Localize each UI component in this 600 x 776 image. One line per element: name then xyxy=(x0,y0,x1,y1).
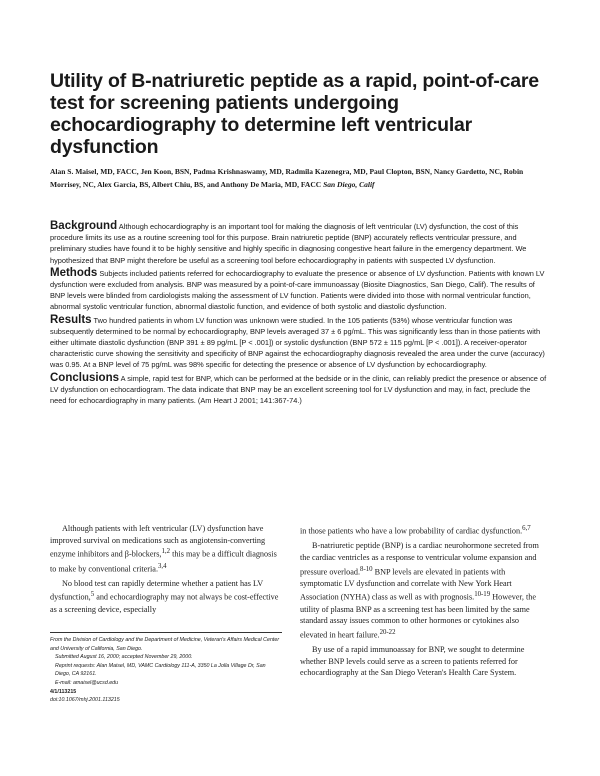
body-column-right xyxy=(300,523,548,679)
author-location: San Diego, Calif xyxy=(323,179,375,189)
body-column-left xyxy=(50,523,280,615)
body-text: in those patients who have a low probability of cardiac dysfunction. xyxy=(300,526,523,536)
footnote-reprint: Reprint requests: Alan Maisel, MD, VAMC Cardiology 111-A, 3350 La Jolla Village Dr, San Diego, CA 92161. xyxy=(55,662,266,678)
body-text: and echocardiography may not always be cost-effective as a screening device, especially xyxy=(50,593,279,614)
body-paragraph xyxy=(50,523,280,575)
background-text: Although echocardiography is an important tool for making the diagnosis of left ventricular (LV) dysfunction, the cost of this procedure limits its use as a routine screening tool for this purpose. Brain natriuretic peptide (BNP) accurately reflects ventricular pressure, and preliminary studies have found it to be highly sensitive and highly specific in diagnosing congestive heart failure in the emergency department. We hypothesized that BNP might therefore be useful as a screening tool before echocardiography in patients with suspected LV dysfunction. xyxy=(50,222,527,265)
citation-ref: 3,4 xyxy=(158,562,167,570)
results-heading: Results xyxy=(50,313,92,326)
footnote-dates: Submitted August 16, 2000; accepted November 29, 2000. xyxy=(55,654,193,661)
body-paragraph xyxy=(300,540,548,641)
abstract-background xyxy=(50,221,548,266)
footnote-divider xyxy=(50,632,282,633)
article-title: Utility of B-natriuretic peptide as a rapid, point-of-care test for screening patients undergoing echocardiography to determine left ventricular dysfunction xyxy=(50,70,539,158)
citation-ref: 10-19 xyxy=(474,591,491,599)
conclusions-text: A simple, rapid test for BNP, which can be performed at the bedside or in the clinic, can reliably predict the presence or absence of LV dysfunction on echocardiogram. The data indicate that BNP may be an excellent screening tool for LV dysfunction and may, in fact, preclude the need for echocardiography in many patients. (Am Heart J 2001; 141:367-74.) xyxy=(50,373,547,406)
body-text: BNP levels are elevated in patients with symptomatic LV dysfunction and correlate with New York Heart Association (NYHA) class as well as with prognosis. xyxy=(300,567,512,603)
body-text: No blood test can rapidly determine whether a patient has LV dysfunction, xyxy=(50,578,263,603)
citation-ref: 6,7 xyxy=(522,525,531,532)
footnote-code: 4/1/113215 xyxy=(50,688,77,695)
body-text: Although patients with left ventricular (LV) dysfunction have improved survival on medications such as angiotensin-converting enzyme inhibitors and β-blockers, xyxy=(50,524,266,559)
citation-ref: 5 xyxy=(90,591,95,599)
methods-text: Subjects included patients referred for echocardiography to evaluate the presence or absence of LV dysfunction. Patients with known LV dysfunction were excluded from analysis. BNP was measured by a point-of-care immunoassay (Biosite Diagnostics, San Diego, Calif). The results of BNP levels were blinded from cardiologists making the assessment of LV function. Patients were divided into those with normal ventricular function, abnormal systolic ventricular function, abnormal diastolic function, and evidence of both systolic and diastolic dysfunction. xyxy=(50,268,545,312)
citation-ref: 20-22 xyxy=(379,628,396,636)
body-text: B-natriuretic peptide (BNP) is a cardiac neurohormone secreted from the cardiac ventricles as a response to ventricular volume expansion and pressure overload. xyxy=(300,541,539,577)
background-heading: Background xyxy=(50,220,118,232)
body-paragraph xyxy=(300,523,548,537)
article-footnote xyxy=(50,636,280,705)
abstract xyxy=(50,221,548,408)
abstract-results xyxy=(50,315,548,371)
abstract-methods xyxy=(50,268,548,313)
citation-ref: 1,2 xyxy=(161,548,171,556)
body-paragraph xyxy=(50,578,280,616)
footnote-affiliation: From the Division of Cardiology and the Department of Medicine, Veteran's Affairs Medical Center and University of California, San Diego. xyxy=(50,637,280,652)
author-list xyxy=(50,166,550,191)
footnote-email: E-mail: amaisel@ucsd.edu xyxy=(55,679,119,686)
methods-heading: Methods xyxy=(50,266,98,279)
body-text: However, the utility of plasma BNP as a screening test has been limited by the same standard assay issues common to other hormones or cytokines also elevated in heart failure. xyxy=(300,593,536,640)
citation-ref: 8-10 xyxy=(360,565,373,573)
body-paragraph: By use of a rapid immunoassay for BNP, we sought to determine whether BNP levels could serve as a screen to patients referred for echocardiography at the San Diego Veteran's Health Care System. xyxy=(300,645,525,678)
footnote-doi: doi:10.1067/mhj.2001.113215 xyxy=(50,697,120,704)
author-names: Alan S. Maisel, MD, FACC, Jen Koon, BSN, Padma Krishnaswamy, MD, Radmila Kazenegra, MD, Paul Clopton, BSN, Nancy Gardetto, NC, Robin Morrisey, NC, Alex Garcia, BS, Albert Chiu, BS, and Anthony De Maria, MD, FACC xyxy=(50,167,524,189)
abstract-conclusions xyxy=(50,373,548,407)
results-text: Two hundred patients in whom LV function was unknown were studied. In the 105 patients (53%) whose ventricular function was subsequently determined to be normal by echocardiography, BNP levels averaged 37 ± 6 pg/mL. This was significantly less than in those patients with either ultimate diastolic dysfunction (BNP 391 ± 89 pg/mL [P < .001]) or systolic dysfunction (BNP 572 ± 115 pg/mL [P < .001]). A receiver-operator characteristic curve showing the sensitivity and specificity of BNP against the echocardiography diagnosis revealed the area under the curve (accuracy) was 0.95. At a BNP level of 75 pg/mL was 98% specific for detecting the presence or absence of LV dysfunction by echocardiography. xyxy=(50,315,545,370)
conclusions-heading: Conclusions xyxy=(50,371,120,384)
body-text: this may be a difficult diagnosis to make by conventional criteria. xyxy=(50,549,277,574)
